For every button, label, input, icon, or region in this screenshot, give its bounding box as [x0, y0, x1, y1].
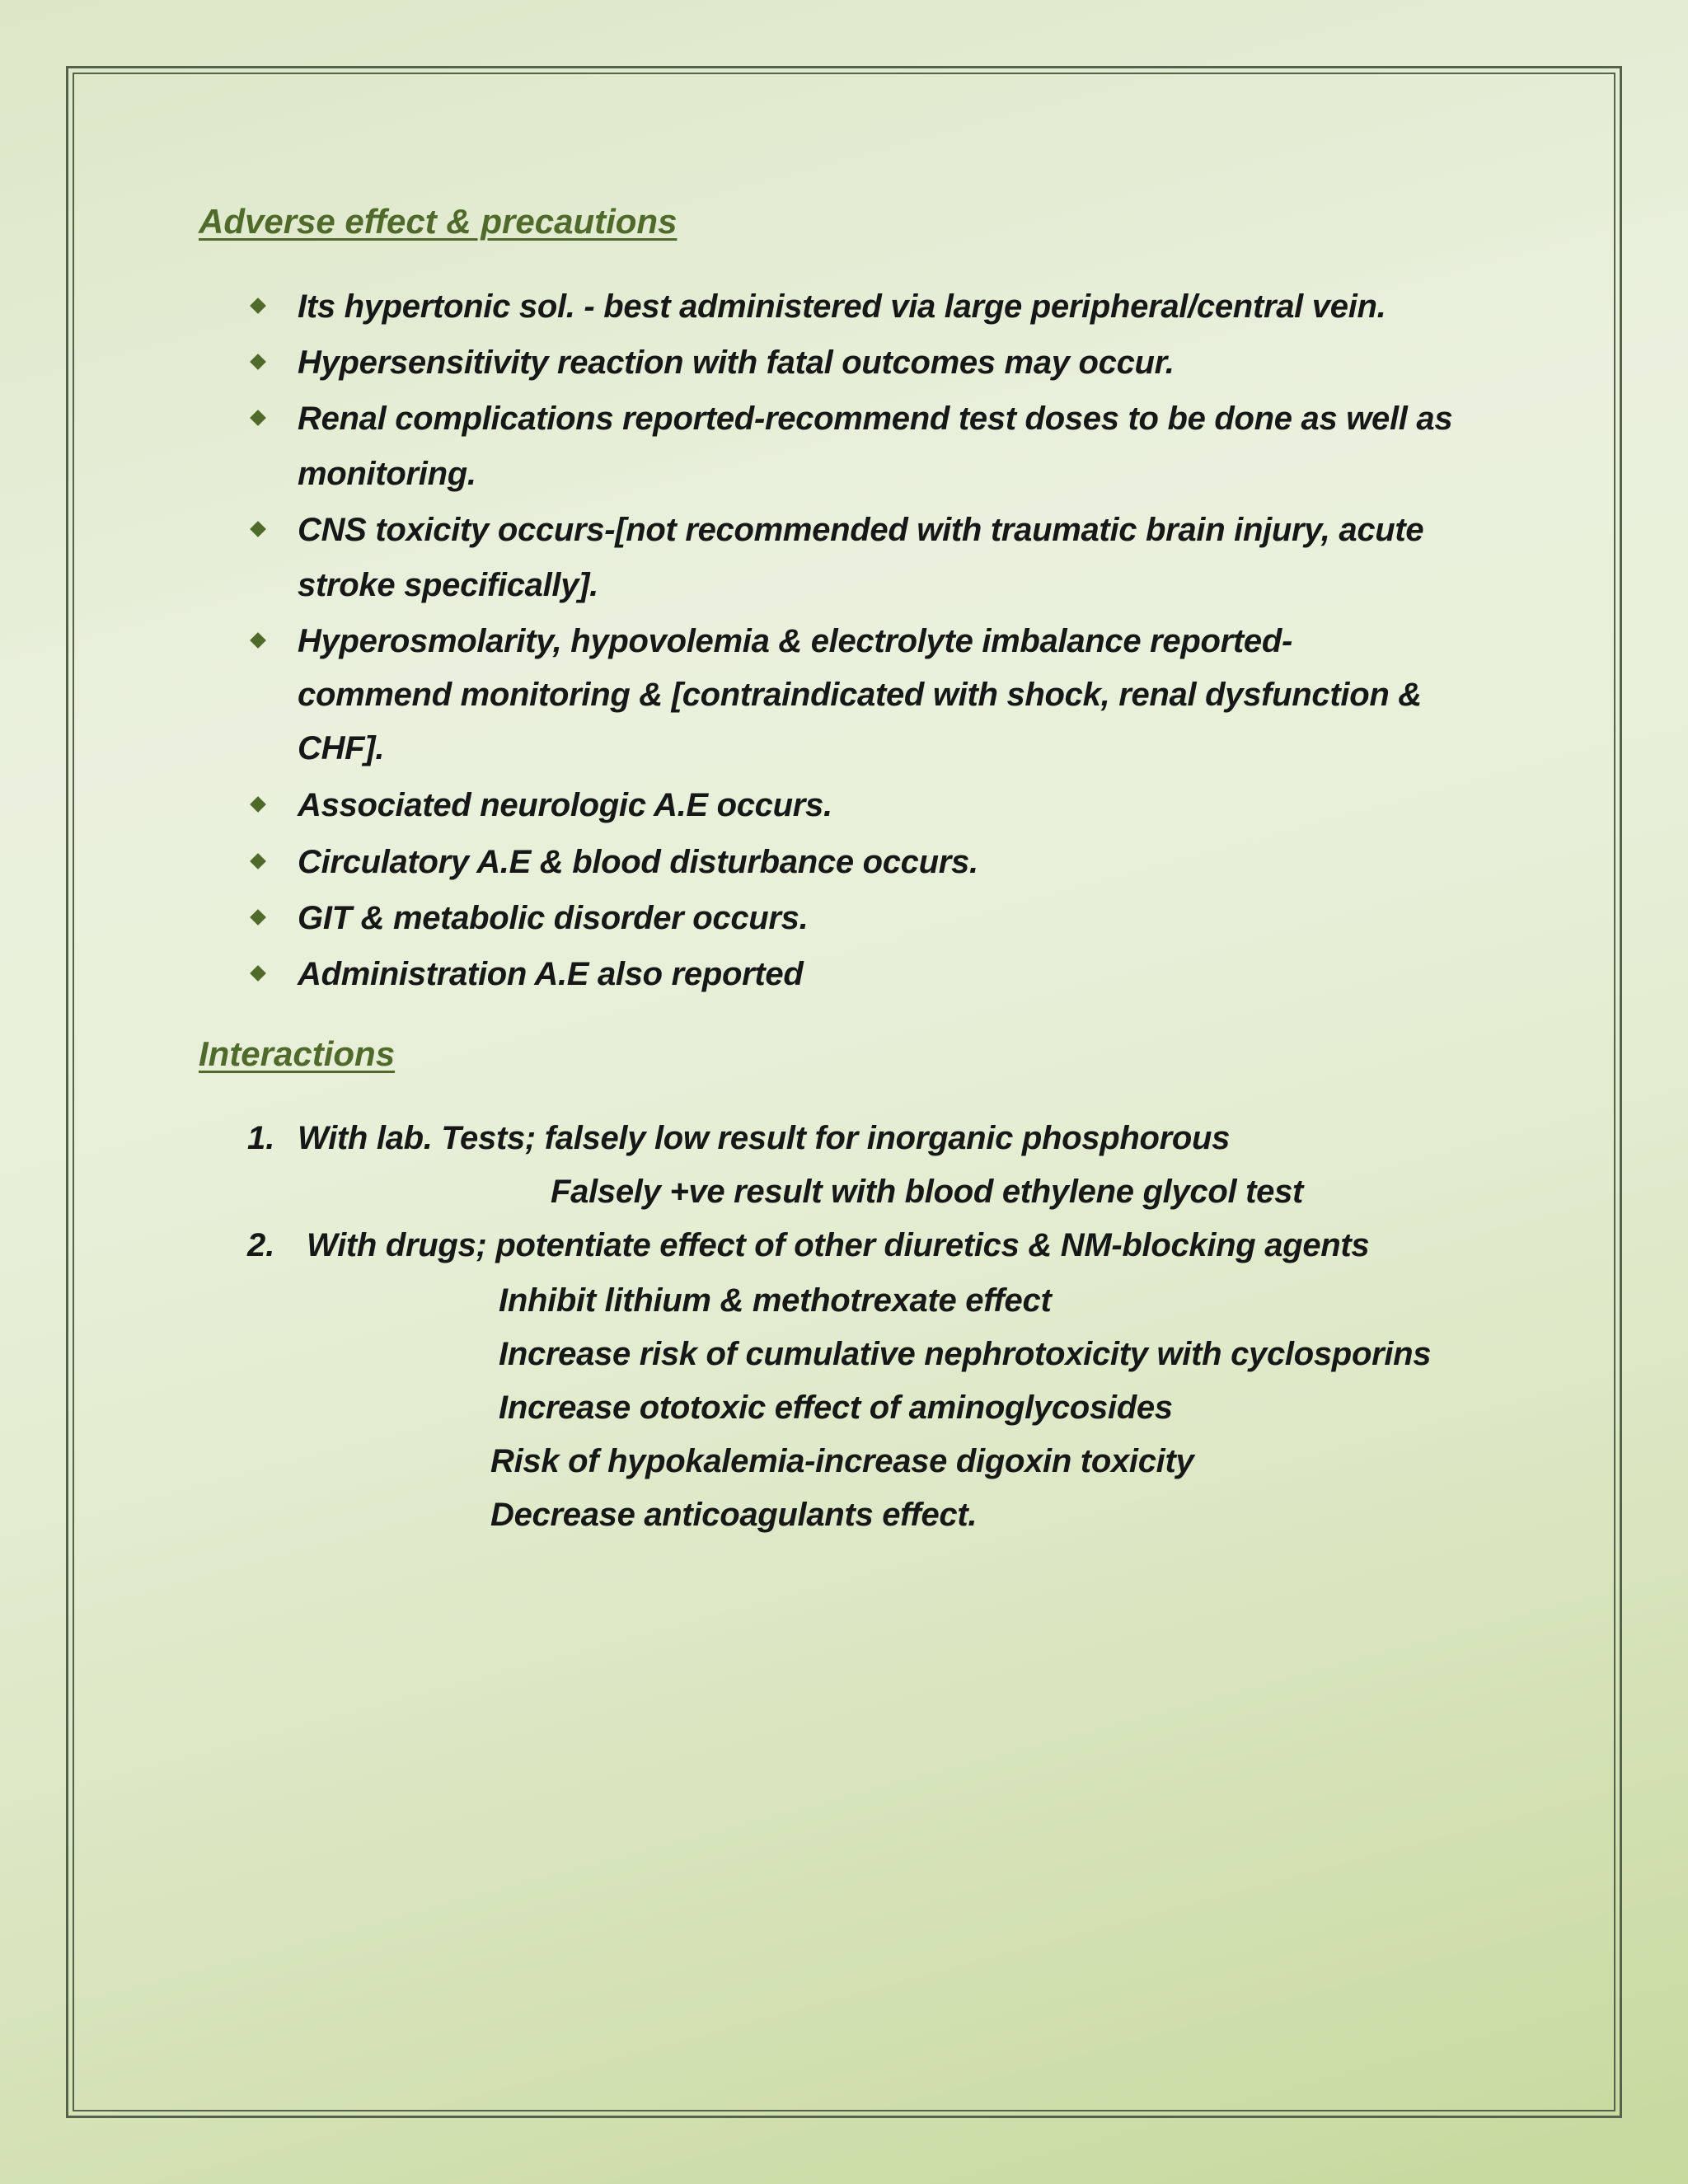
adverse-item-line: Associated neurologic A.E occurs.	[298, 787, 832, 823]
adverse-item-line: monitoring.	[298, 456, 476, 492]
interaction-line: Increase risk of cumulative nephrotoxicity with cyclosporins	[499, 1336, 1432, 1372]
adverse-item-line: stroke specifically].	[298, 567, 598, 603]
adverse-item-line: CNS toxicity occurs-[not recommended with traumatic brain injury, acute	[298, 512, 1424, 548]
diamond-bullet-icon	[250, 521, 266, 537]
adverse-item-line: Its hypertonic sol. - best administered via large peripheral/central vein.	[298, 288, 1386, 325]
adverse-item-line: Administration A.E also reported	[298, 956, 804, 992]
diamond-bullet-icon	[250, 853, 266, 869]
adverse-effects-heading: Adverse effect & precautions	[199, 202, 678, 241]
interaction-line: With lab. Tests; falsely low result for inorganic phosphorous	[298, 1120, 1231, 1156]
list-number: 2.	[247, 1227, 275, 1263]
adverse-item-line: GIT & metabolic disorder occurs.	[298, 900, 809, 936]
diamond-bullet-icon	[250, 965, 266, 982]
diamond-bullet-icon	[250, 909, 266, 926]
interaction-line: Falsely +ve result with blood ethylene glycol test	[551, 1174, 1304, 1210]
diamond-bullet-icon	[250, 796, 266, 813]
interaction-line: Risk of hypokalemia-increase digoxin toxicity	[490, 1443, 1194, 1479]
interaction-line: Increase ototoxic effect of aminoglycosides	[499, 1390, 1173, 1426]
adverse-item-line: Hypersensitivity reaction with fatal outcomes may occur.	[298, 344, 1175, 381]
diamond-bullet-icon	[250, 298, 266, 314]
adverse-item-line: Hyperosmolarity, hypovolemia & electrolyte imbalance reported-	[298, 623, 1292, 659]
adverse-item-line: commend monitoring & [contraindicated with shock, renal dysfunction &	[298, 677, 1422, 713]
interactions-heading: Interactions	[199, 1034, 396, 1073]
adverse-item-line: Circulatory A.E & blood disturbance occurs.	[298, 844, 978, 880]
diamond-bullet-icon	[250, 354, 266, 370]
interaction-line: With drugs; potentiate effect of other diuretics & NM-blocking agents	[307, 1227, 1370, 1263]
adverse-item-line: Renal complications reported-recommend test doses to be done as well as	[298, 401, 1453, 437]
interaction-line: Inhibit lithium & methotrexate effect	[499, 1282, 1052, 1319]
adverse-item-line: CHF].	[298, 730, 385, 766]
interaction-line: Decrease anticoagulants effect.	[490, 1497, 978, 1533]
diamond-bullet-icon	[250, 632, 266, 649]
list-number: 1.	[247, 1120, 275, 1156]
diamond-bullet-icon	[250, 410, 266, 426]
